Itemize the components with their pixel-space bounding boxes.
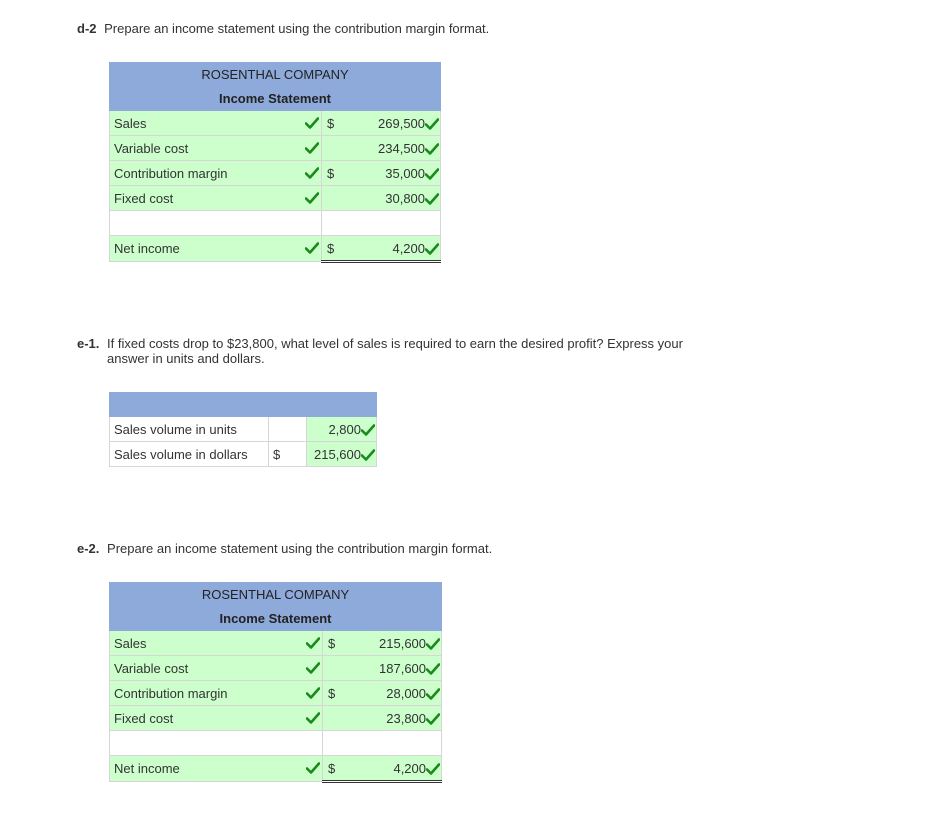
row-label-cell[interactable] bbox=[110, 236, 322, 262]
checkmark-icon bbox=[361, 424, 375, 436]
row-label-cell[interactable] bbox=[110, 756, 323, 782]
row-label-cell[interactable] bbox=[110, 161, 322, 186]
amount-value: 23,800 bbox=[386, 711, 427, 726]
table-row bbox=[110, 656, 442, 681]
amount-cell[interactable] bbox=[269, 442, 377, 467]
row-label: Sales volume in units bbox=[110, 417, 269, 442]
checkmark-icon bbox=[306, 687, 320, 699]
currency-symbol: $ bbox=[328, 761, 336, 776]
currency-symbol: $ bbox=[328, 636, 336, 651]
row-label: Contribution margin bbox=[114, 165, 228, 181]
amount-cell[interactable] bbox=[323, 756, 442, 782]
amount-value: 2,800 bbox=[328, 422, 361, 437]
checkmark-icon bbox=[306, 637, 320, 649]
question-d2 bbox=[77, 21, 489, 36]
amount-value: 4,200 bbox=[393, 761, 427, 776]
row-label: Fixed cost bbox=[114, 190, 174, 206]
amount-cell[interactable] bbox=[322, 111, 441, 136]
row-label: Sales bbox=[114, 115, 147, 131]
row-label: Sales bbox=[114, 635, 147, 651]
row-label-cell[interactable] bbox=[110, 681, 323, 706]
table-row bbox=[110, 236, 441, 262]
question-e1 bbox=[77, 336, 683, 366]
amount-cell[interactable] bbox=[322, 161, 441, 186]
table-row bbox=[110, 706, 442, 731]
amount-value: 28,000 bbox=[386, 686, 427, 701]
table-row bbox=[110, 417, 377, 442]
row-label-cell[interactable] bbox=[110, 111, 322, 136]
row-label-cell[interactable] bbox=[110, 136, 322, 161]
table-row bbox=[110, 186, 441, 211]
checkmark-icon bbox=[305, 167, 319, 179]
checkmark-icon bbox=[425, 168, 439, 180]
header-bar bbox=[110, 393, 377, 417]
question-text: Prepare an income statement using the contribution margin format. bbox=[104, 21, 490, 36]
table-row bbox=[110, 756, 442, 782]
amount-cell[interactable] bbox=[322, 211, 441, 236]
checkmark-icon bbox=[426, 688, 440, 700]
amount-value: 187,600 bbox=[379, 661, 427, 676]
row-label: Net income bbox=[114, 761, 180, 776]
question-label: e-2. bbox=[77, 541, 100, 556]
table-row bbox=[110, 136, 441, 161]
row-label-cell[interactable] bbox=[110, 656, 323, 681]
income-statement-d2 bbox=[109, 62, 441, 263]
amount-cell[interactable] bbox=[323, 706, 442, 731]
currency-symbol: $ bbox=[327, 116, 335, 131]
checkmark-icon bbox=[426, 663, 440, 675]
table-row bbox=[110, 631, 442, 656]
checkmark-icon bbox=[425, 118, 439, 130]
amount-value: 215,600 bbox=[379, 636, 427, 651]
checkmark-icon bbox=[425, 143, 439, 155]
amount-cell[interactable] bbox=[322, 186, 441, 211]
row-label-cell[interactable] bbox=[110, 631, 323, 656]
checkmark-icon bbox=[426, 763, 440, 775]
question-e2 bbox=[77, 541, 492, 556]
amount-cell[interactable] bbox=[323, 656, 442, 681]
currency-cell bbox=[269, 417, 307, 441]
table-row bbox=[110, 731, 442, 756]
amount-cell[interactable] bbox=[322, 236, 441, 262]
checkmark-icon bbox=[306, 662, 320, 674]
statement-title: Income Statement bbox=[110, 607, 442, 631]
company-name: ROSENTHAL COMPANY bbox=[110, 583, 442, 607]
amount-value: 215,600 bbox=[314, 447, 361, 462]
question-label: e-1. bbox=[77, 336, 100, 351]
amount-value: 30,800 bbox=[385, 191, 426, 206]
checkmark-icon bbox=[361, 449, 375, 461]
table-row bbox=[110, 681, 442, 706]
row-label: Fixed cost bbox=[114, 710, 174, 726]
checkmark-icon bbox=[305, 242, 319, 254]
amount-cell[interactable] bbox=[323, 731, 442, 756]
amount-value: 35,000 bbox=[385, 166, 426, 181]
question-text-line1: If fixed costs drop to $23,800, what level of sales is required to earn the desired profit? Express your bbox=[107, 336, 683, 351]
income-statement-e2 bbox=[109, 582, 442, 783]
currency-symbol: $ bbox=[328, 686, 336, 701]
amount-value: 234,500 bbox=[378, 141, 426, 156]
row-label: Sales volume in dollars bbox=[110, 442, 269, 467]
amount-cell[interactable] bbox=[322, 136, 441, 161]
company-name: ROSENTHAL COMPANY bbox=[110, 63, 441, 87]
checkmark-icon bbox=[425, 243, 439, 255]
checkmark-icon bbox=[426, 638, 440, 650]
currency-cell bbox=[269, 442, 307, 466]
table-row bbox=[110, 111, 441, 136]
checkmark-icon bbox=[305, 192, 319, 204]
checkmark-icon bbox=[426, 713, 440, 725]
row-label: Variable cost bbox=[114, 660, 189, 676]
amount-cell[interactable] bbox=[269, 417, 377, 442]
amount-cell[interactable] bbox=[323, 681, 442, 706]
row-label-cell[interactable] bbox=[110, 706, 323, 731]
amount-value: 4,200 bbox=[392, 241, 426, 256]
currency-symbol: $ bbox=[327, 166, 335, 181]
row-label-cell[interactable] bbox=[110, 186, 322, 211]
table-row bbox=[110, 442, 377, 467]
checkmark-icon bbox=[306, 712, 320, 724]
currency-symbol: $ bbox=[327, 241, 335, 256]
checkmark-icon bbox=[425, 193, 439, 205]
table-row bbox=[110, 161, 441, 186]
sales-volume-table bbox=[109, 392, 377, 467]
question-text-line2: answer in units and dollars. bbox=[107, 351, 265, 366]
checkmark-icon bbox=[305, 117, 319, 129]
row-label: Contribution margin bbox=[114, 685, 228, 701]
checkmark-icon bbox=[306, 762, 320, 774]
row-label-cell[interactable] bbox=[110, 731, 323, 756]
currency-symbol: $ bbox=[273, 447, 281, 462]
row-label: Variable cost bbox=[114, 140, 189, 156]
statement-title: Income Statement bbox=[110, 87, 441, 111]
checkmark-icon bbox=[305, 142, 319, 154]
amount-value: 269,500 bbox=[378, 116, 426, 131]
question-text: Prepare an income statement using the contribution margin format. bbox=[107, 541, 493, 556]
amount-cell[interactable] bbox=[323, 631, 442, 656]
table-row bbox=[110, 211, 441, 236]
row-label: Net income bbox=[114, 241, 180, 256]
question-label: d-2 bbox=[77, 21, 97, 36]
row-label-cell[interactable] bbox=[110, 211, 322, 236]
